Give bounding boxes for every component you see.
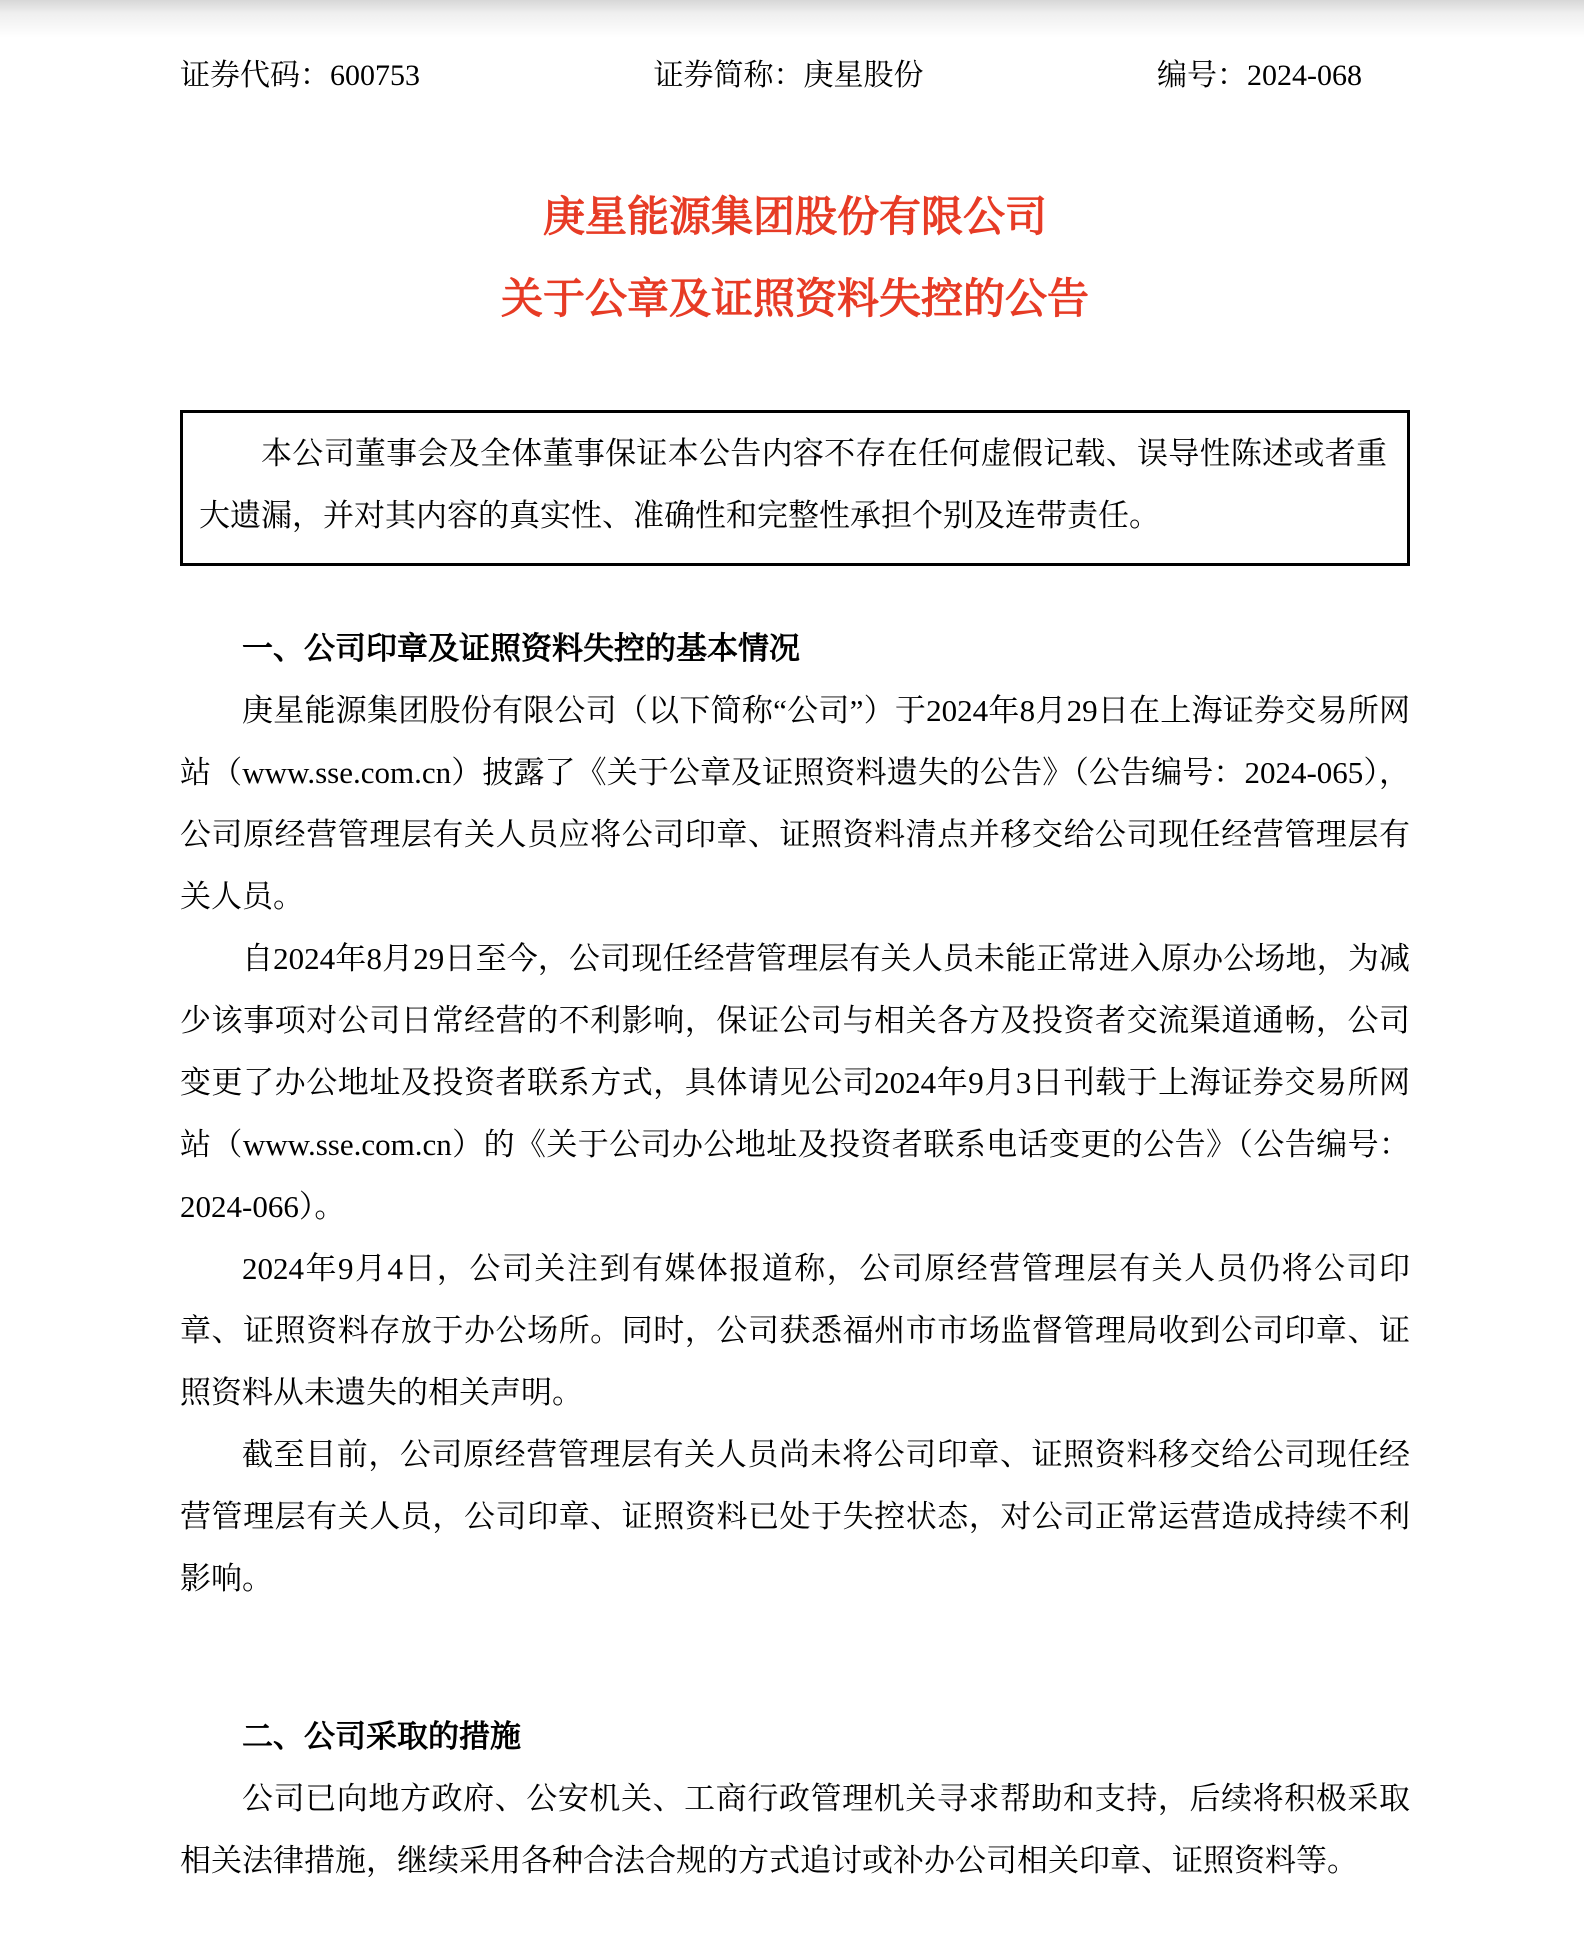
document-meta-row [180, 0, 1410, 92]
disclaimer-box [180, 410, 1410, 566]
stock-abbr: 证券简称：庚星股份 [653, 59, 924, 92]
paragraph: 公司已向地方政府、公安机关、工商行政管理机关寻求帮助和支持，后续将积极采取相关法律措施，继续采用各种合法合规的方式追讨或补办公司相关印章、证照资料等。 [180, 1781, 1410, 1878]
company-name-title: 庚星能源集团股份有限公司 [542, 193, 1047, 240]
section-basic-situation [180, 618, 1410, 1610]
stock-code: 证券代码：600753 [180, 59, 420, 92]
section-measures-taken [180, 1706, 1410, 1892]
section-2-heading: 二、公司采取的措施 [242, 1719, 521, 1754]
announcement-title: 关于公章及证照资料失控的公告 [500, 275, 1089, 322]
section-1-heading: 一、公司印章及证照资料失控的基本情况 [242, 631, 800, 666]
paragraph: 截至目前，公司原经营管理层有关人员尚未将公司印章、证照资料移交给公司现任经营管理层有关人员，公司印章、证照资料已处于失控状态，对公司正常运营造成持续不利影响。 [180, 1437, 1410, 1596]
paragraph: 自2024年8月29日至今，公司现任经营管理层有关人员未能正常进入原办公场地，为减少该事项对公司日常经营的不利影响，保证公司与相关各方及投资者交流渠道通畅，公司变更了办公地址及投资者联系方式，具体请见公司2024年9月3日刊载于上海证券交易所网站（www.sse.com.cn）的《关于公司办公地址及投资者联系电话变更的公告》（公告编号：2024-066）。 [180, 941, 1410, 1224]
paragraph: 2024年9月4日，公司关注到有媒体报道称，公司原经营管理层有关人员仍将公司印章、证照资料存放于办公场所。同时，公司获悉福州市市场监督管理局收到公司印章、证照资料从未遗失的相关声明。 [180, 1251, 1410, 1410]
doc-number: 编号：2024-068 [1157, 59, 1362, 92]
disclaimer-text: 本公司董事会及全体董事保证本公告内容不存在任何虚假记载、误导性陈述或者重大遗漏，并对其内容的真实性、准确性和完整性承担个别及连带责任。 [199, 436, 1387, 533]
paragraph: 庚星能源集团股份有限公司（以下简称“公司”）于2024年8月29日在上海证券交易所网站（www.sse.com.cn）披露了《关于公章及证照资料遗失的公告》（公告编号：2024-065），公司原经营管理层有关人员应将公司印章、证照资料清点并移交给公司现任经营管理层有关人员。 [180, 693, 1410, 914]
